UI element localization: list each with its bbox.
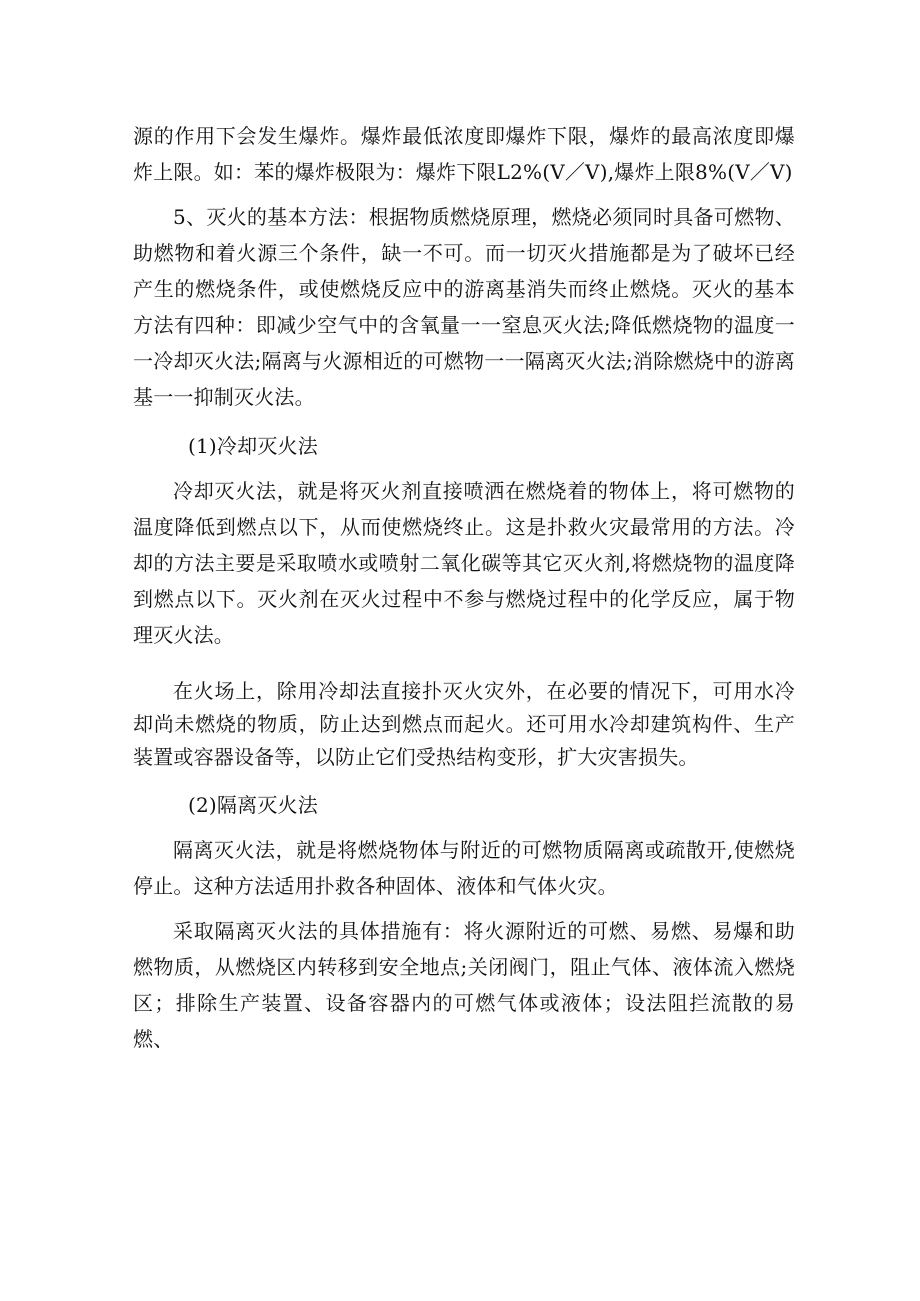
document-body [133, 118, 795, 1057]
heading-cooling-method: (1)冷却灭火法 [188, 434, 318, 458]
paragraph-cooling-method: 冷却灭火法，就是将灭火剂直接喷洒在燃烧着的物体上，将可燃物的温度降低到燃点以下，从而使燃烧终止。这是扑救火灾最常用的方法。冷却的方法主要是采取喷水或喷射二氧化碳等其它灭火剂,将燃烧物的温度降到燃点以下。灭火剂在灭火过程中不参与燃烧过程中的化学反应，属于物理灭火法。 [133, 479, 795, 647]
paragraph-cooling-field: 在火场上，除用冷却法直接扑灭火灾外，在必要的情况下，可用水冷却尚未燃烧的物质，防止达到燃点而起火。还可用水冷却建筑构件、生产装置或容器设备等，以防止它们受热结构变形，扩大灾害损失。 [133, 679, 795, 769]
paragraph-basic-methods: 5、灭火的基本方法：根据物质燃烧原理，燃烧必须同时具备可燃物、助燃物和着火源三个条件，缺一不可。而一切灭火措施都是为了破坏已经产生的燃烧条件，或使燃烧反应中的游离基消失而终止燃烧。灭火的基本方法有四种：即减少空气中的含氧量一一窒息灭火法;降低燃烧物的温度一一冷却灭火法;隔离与火源相近的可燃物一一隔离灭火法;消除燃烧中的游离基一一抑制灭火法。 [133, 205, 795, 409]
paragraph-explosion-limits: 源的作用下会发生爆炸。爆炸最低浓度即爆炸下限，爆炸的最高浓度即爆炸上限。如：苯的爆炸极限为：爆炸下限L2%(V／V),爆炸上限8%(V／V) [133, 124, 795, 184]
paragraph-isolation-measures: 采取隔离灭火法的具体措施有：将火源附近的可燃、易燃、易爆和助燃物质，从燃烧区内转移到安全地点;关闭阀门，阻止气体、液体流入燃烧区；排除生产装置、设备容器内的可燃气体或液体；设法阻拦流散的易燃、 [133, 919, 795, 1051]
paragraph-isolation-method: 隔离灭火法，就是将燃烧物体与附近的可燃物质隔离或疏散开,使燃烧停止。这种方法适用扑救各种固体、液体和气体火灾。 [133, 838, 795, 898]
heading-isolation-method: (2)隔离灭火法 [188, 793, 318, 817]
